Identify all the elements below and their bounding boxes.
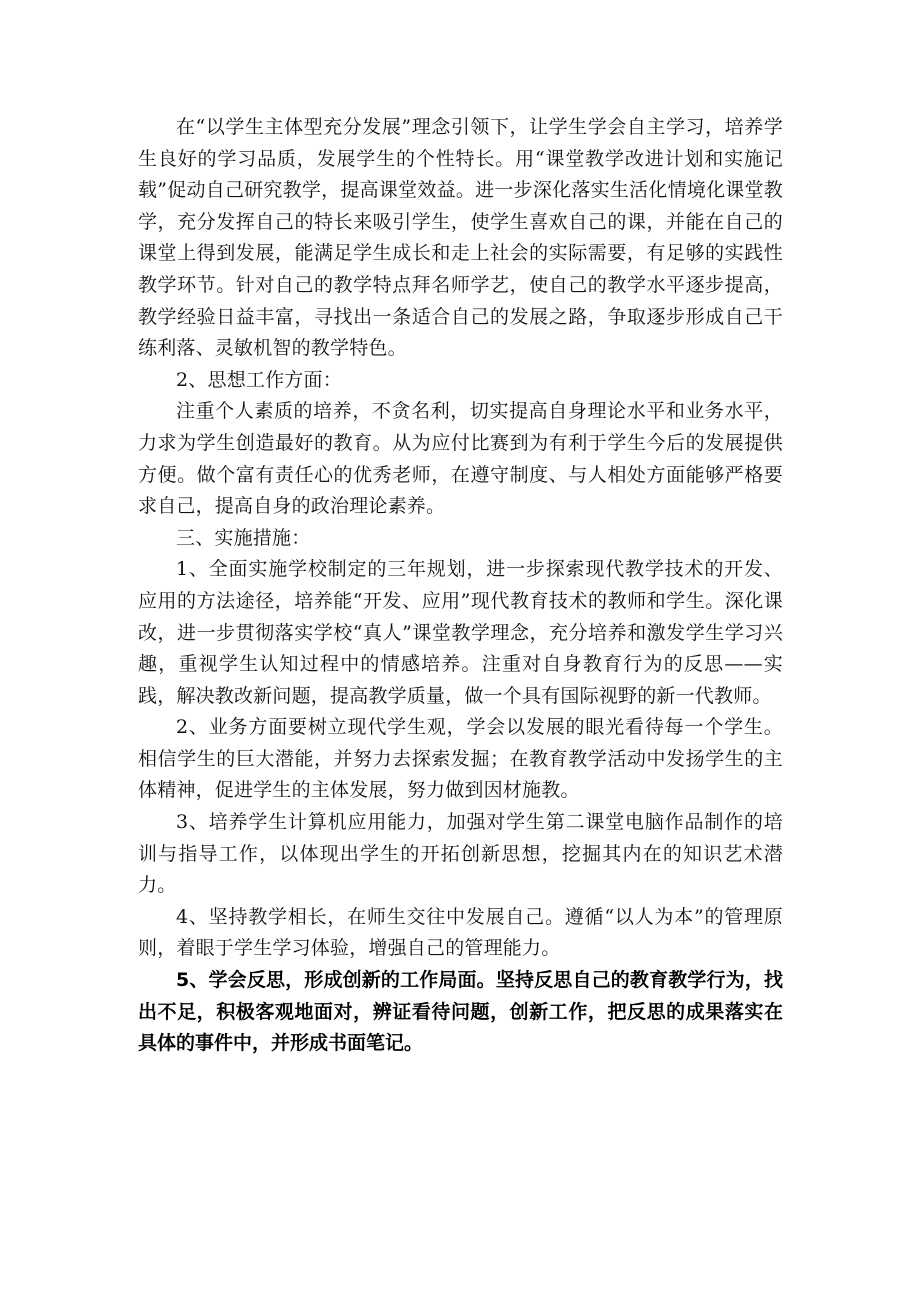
paragraph-measure-4: 4、坚持教学相长，在师生交往中发展自己。遵循“以人为本”的管理原则，着眼于学生学习体验，增强自己的管理能力。 bbox=[138, 905, 783, 960]
paragraph-measure-2: 2、业务方面要树立现代学生观，学会以发展的眼光看待每一个学生。相信学生的巨大潜能，并努力去探索发掘；在教育教学活动中发扬学生的主体精神，促进学生的主体发展，努力做到因材施教。 bbox=[138, 716, 783, 802]
paragraph-ideological-work: 注重个人素质的培养，不贪名利，切实提高自身理论水平和业务水平，力求为学生创造最好的教育。从为应付比赛到为有利于学生今后的发展提供方便。做个富有责任心的优秀老师，在遵守制度、与人相处方面能够严格要求自己，提高自身的政治理论素养。 bbox=[138, 400, 783, 518]
paragraph-development-goals: 在“以学生主体型充分发展”理念引领下，让学生学会自主学习，培养学生良好的学习品质，发展学生的个性特长。用“课堂教学改进计划和实施记载”促动自己研究教学，提高课堂效益。进一步深化落实生活化情境化课堂教学，充分发挥自己的特长来吸引学生，使学生喜欢自己的课，并能在自己的课堂上得到发展，能满足学生成长和走上社会的实际需要，有足够的实践性教学环节。针对自己的教学特点拜名师学艺，使自己的教学水平逐步提高，教学经验日益丰富，寻找出一条适合自己的发展之路，争取逐步形成自己干练利落、灵敏机智的教学特色。 bbox=[138, 116, 783, 360]
document-body bbox=[138, 112, 783, 1060]
paragraph-measure-3: 3、培养学生计算机应用能力，加强对学生第二课堂电脑作品制作的培训与指导工作，以体现出学生的开拓创新思想，挖掘其内在的知识艺术潜力。 bbox=[138, 811, 783, 897]
heading-ideological-work: 2、思想工作方面： bbox=[176, 368, 342, 391]
paragraph-measure-1: 1、全面实施学校制定的三年规划，进一步探索现代教学技术的开发、应用的方法途径，培养能“开发、应用”现代教育技术的教师和学生。深化课改，进一步贯彻落实学校“真人”课堂教学理念，充分培养和激发学生学习兴趣，重视学生认知过程中的情感培养。注重对自身教育行为的反思——实践，解决教改新问题，提高教学质量，做一个具有国际视野的新一代教师。 bbox=[138, 558, 783, 707]
paragraph-measure-5: 5、学会反思，形成创新的工作局面。坚持反思自己的教育教学行为，找出不足，积极客观地面对，辨证看待问题，创新工作，把反思的成果落实在具体的事件中，并形成书面笔记。 bbox=[138, 969, 783, 1055]
heading-implementation-measures: 三、实施措施： bbox=[176, 526, 311, 549]
